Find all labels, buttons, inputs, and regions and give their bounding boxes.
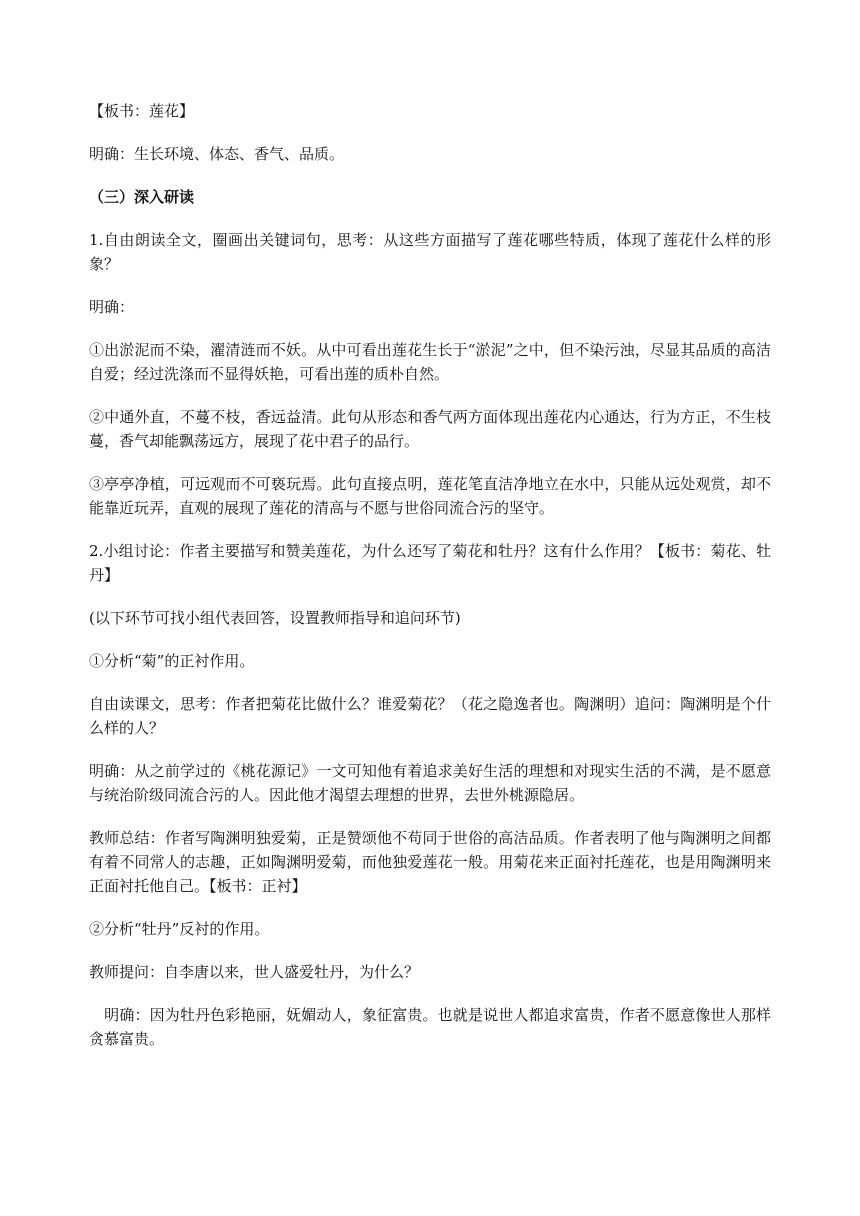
clarification-aspects: 明确：生长环境、体态、香气、品质。 bbox=[89, 145, 345, 163]
section-heading: （三）深入研读 bbox=[89, 188, 195, 206]
analysis-peony: ②分析“牡丹”反衬的作用。 bbox=[89, 920, 270, 938]
clarification-tao: 明确：从之前学过的《桃花源记》一文可知他有着追求美好生活的理想和对现实生活的不满，是不愿意与统治阶级同流合污的人。因此他才渴望去理想的世界，去世外桃源隐居。 bbox=[89, 762, 771, 804]
question-1: 1.自由朗读全文，圈画出关键词句，思考：从这些方面描写了莲花哪些特质，体现了莲花什么样的形象？ bbox=[89, 231, 771, 273]
point-3: ③亭亭净植，可远观而不可亵玩焉。此句直接点明，莲花笔直洁净地立在水中，只能从远处观赏，却不能靠近玩弄，直观的展现了莲花的清高与不愿与世俗同流合污的坚守。 bbox=[89, 475, 771, 517]
point-1: ①出淤泥而不染，濯清涟而不妖。从中可看出莲花生长于“淤泥”之中，但不染污浊，尽显其品质的高洁自爱；经过洗涤而不显得妖艳，可看出莲的质朴自然。 bbox=[89, 341, 771, 383]
clarification-peony: 明确：因为牡丹色彩艳丽，妩媚动人，象征富贵。也就是说世人都追求富贵，作者不愿意像世人那样贪慕富贵。 bbox=[89, 1006, 771, 1048]
teacher-summary: 教师总结：作者写陶渊明独爱菊，正是赞颂他不苟同于世俗的高洁品质。作者表明了他与陶渊明之间都有着不同常人的志趣，正如陶渊明爱菊，而他独爱莲花一般。用菊花来正面衬托莲花，也是用陶渊明来正面衬托他自己。【板书：正衬】 bbox=[89, 829, 771, 895]
clarification-label: 明确： bbox=[89, 298, 135, 316]
teaching-note: (以下环节可找小组代表回答，设置教师指导和追问环节) bbox=[89, 609, 461, 627]
teacher-question: 教师提问：自李唐以来，世人盛爱牡丹，为什么？ bbox=[89, 963, 420, 981]
analysis-chrysanthemum: ①分析“菊”的正衬作用。 bbox=[89, 652, 255, 670]
document-page bbox=[89, 99, 771, 1070]
question-2: 2.小组讨论：作者主要描写和赞美莲花，为什么还写了菊花和牡丹？这有什么作用？【板书：菊花、牡丹】 bbox=[89, 542, 771, 584]
reading-question: 自由读课文，思考：作者把菊花比做什么？谁爱菊花？（花之隐逸者也。陶渊明）追问：陶渊明是个什么样的人？ bbox=[89, 695, 771, 737]
board-note-lotus: 【板书：莲花】 bbox=[89, 102, 195, 120]
point-2: ②中通外直，不蔓不枝，香远益清。此句从形态和香气两方面体现出莲花内心通达，行为方正，不生枝蔓，香气却能飘荡远方，展现了花中君子的品行。 bbox=[89, 408, 771, 450]
